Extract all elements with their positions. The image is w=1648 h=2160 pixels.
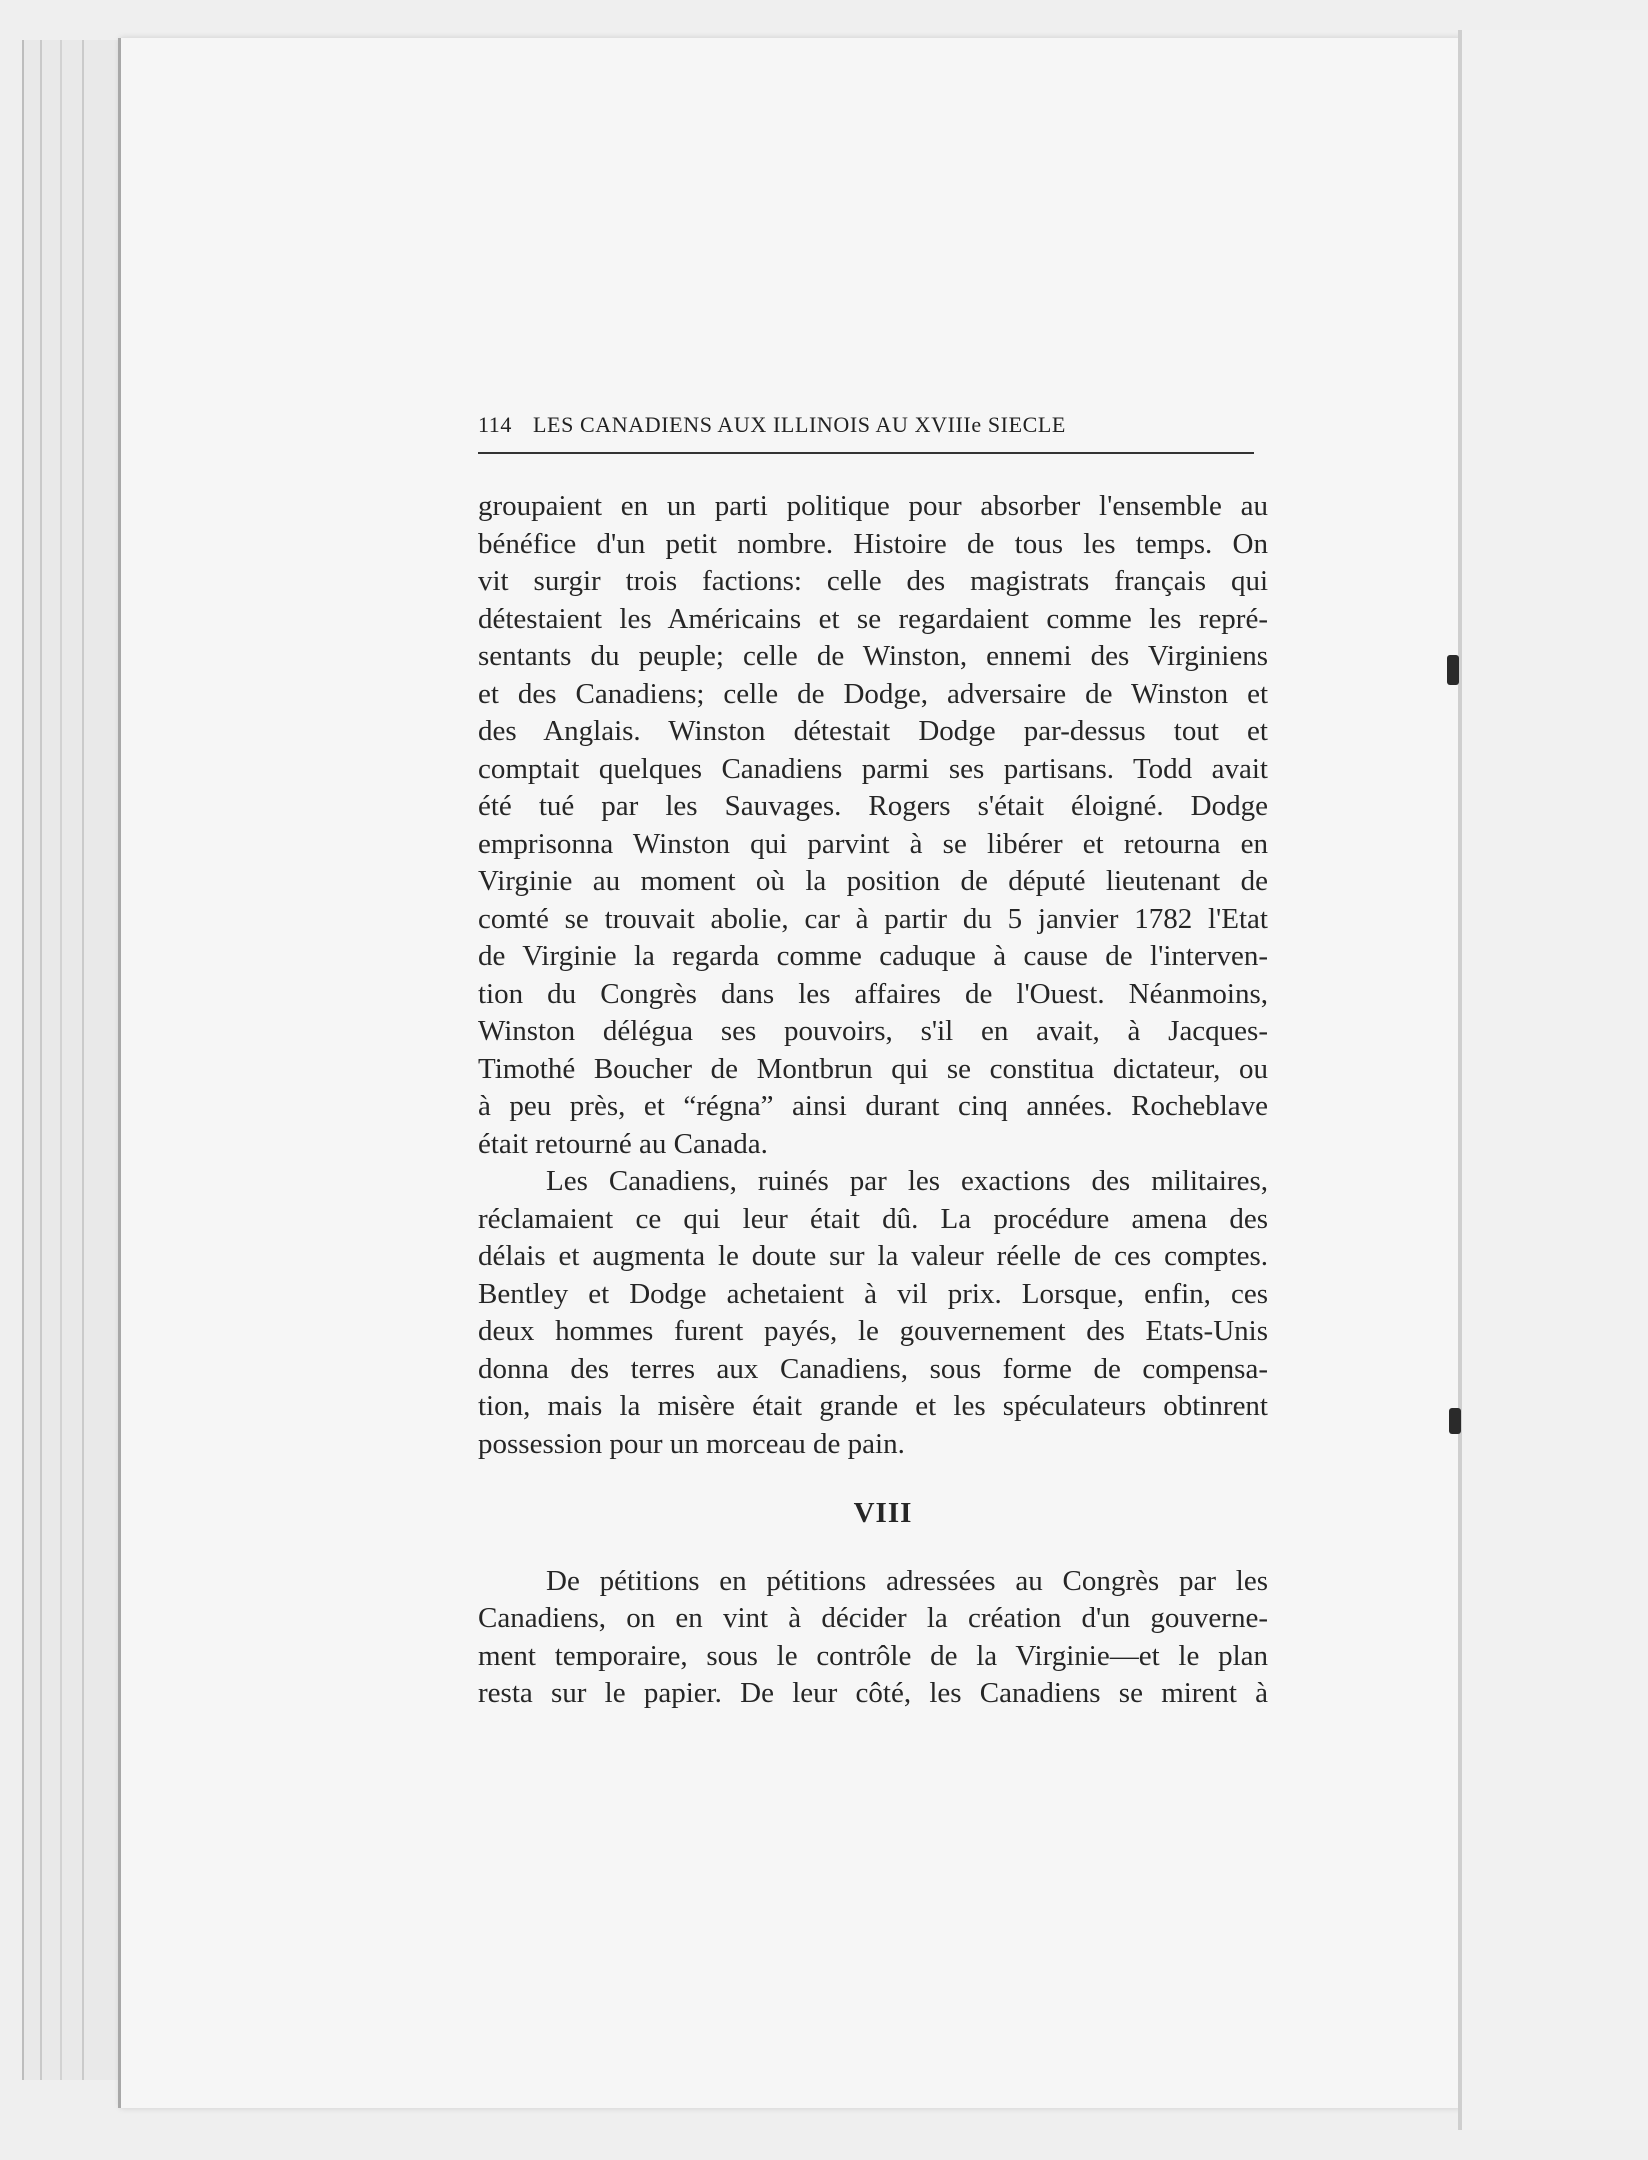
text-line: réclamaient ce qui leur était dû. La procédure amena des xyxy=(478,1202,1268,1235)
header-rule xyxy=(478,452,1254,454)
text-line: emprisonna Winston qui parvint à se libérer et retourna en xyxy=(478,827,1268,860)
paragraph-2 xyxy=(478,1163,1268,1463)
text-line: était retourné au Canada. xyxy=(478,1127,768,1160)
paragraph-1 xyxy=(478,488,1268,1163)
text-line: sentants du peuple; celle de Winston, ennemi des Virginiens xyxy=(478,640,1268,672)
text-line: à peu près, et “régna” ainsi durant cinq années. Rocheblave xyxy=(478,1090,1268,1122)
binding-mark xyxy=(1447,655,1459,685)
text-line: possession pour un morceau de pain. xyxy=(478,1427,905,1460)
text-line: deux hommes furent payés, le gouvernement des Etats-Unis xyxy=(478,1315,1268,1347)
text-line: des Anglais. Winston détestait Dodge par-dessus tout et xyxy=(478,715,1268,747)
text-line: détestaient les Américains et se regardaient comme les repré- xyxy=(478,602,1268,635)
text-line: Winston délégua ses pouvoirs, s'il en avait, à Jacques- xyxy=(478,1015,1268,1047)
text-line: groupaient en un parti politique pour absorber l'ensemble au xyxy=(478,490,1268,522)
text-line: comté se trouvait abolie, car à partir du 5 janvier 1782 l'Etat xyxy=(478,902,1268,935)
text-line: et des Canadiens; celle de Dodge, adversaire de Winston et xyxy=(478,677,1268,710)
text-line: donna des terres aux Canadiens, sous forme de compensa- xyxy=(478,1352,1268,1385)
text-line: Canadiens, on en vint à décider la création d'un gouverne- xyxy=(478,1602,1268,1634)
body-text xyxy=(478,488,1268,1713)
paragraph-3 xyxy=(478,1563,1268,1713)
text-line: Timothé Boucher de Montbrun qui se constitua dictateur, ou xyxy=(478,1052,1268,1085)
text-line: ment temporaire, sous le contrôle de la Virginie—et le plan xyxy=(478,1639,1268,1672)
text-line: de Virginie la regarda comme caduque à cause de l'interven- xyxy=(478,940,1268,972)
text-line: été tué par les Sauvages. Rogers s'était éloigné. Dodge xyxy=(478,790,1268,822)
text-line: tion du Congrès dans les affaires de l'Ouest. Néanmoins, xyxy=(478,977,1268,1010)
text-line: resta sur le papier. De leur côté, les Canadiens se mirent à xyxy=(478,1677,1268,1709)
text-line: Les Canadiens, ruinés par les exactions des militaires, xyxy=(546,1165,1268,1197)
text-line: Bentley et Dodge achetaient à vil prix. Lorsque, enfin, ces xyxy=(478,1277,1268,1310)
running-title: LES CANADIENS AUX ILLINOIS AU XVIIIe SIECLE xyxy=(533,412,1066,437)
page-number: 114 xyxy=(478,412,512,437)
text-line: De pétitions en pétitions adressées au Congrès par les xyxy=(546,1564,1268,1597)
text-line: comptait quelques Canadiens parmi ses partisans. Todd avait xyxy=(478,752,1268,785)
text-line: délais et augmenta le doute sur la valeur réelle de ces comptes. xyxy=(478,1240,1268,1272)
facing-page-edge xyxy=(1458,30,1648,2130)
running-head xyxy=(478,412,1254,452)
text-line: tion, mais la misère était grande et les spéculateurs obtinrent xyxy=(478,1390,1268,1422)
text-line: bénéfice d'un petit nombre. Histoire de tous les temps. On xyxy=(478,527,1268,560)
page-stack-edge xyxy=(82,40,120,2080)
binding-mark xyxy=(1449,1408,1461,1434)
section-heading: VIII xyxy=(853,1497,913,1529)
text-line: vit surgir trois factions: celle des magistrats français qui xyxy=(478,565,1268,597)
text-line: Virginie au moment où la position de député lieutenant de xyxy=(478,865,1268,897)
